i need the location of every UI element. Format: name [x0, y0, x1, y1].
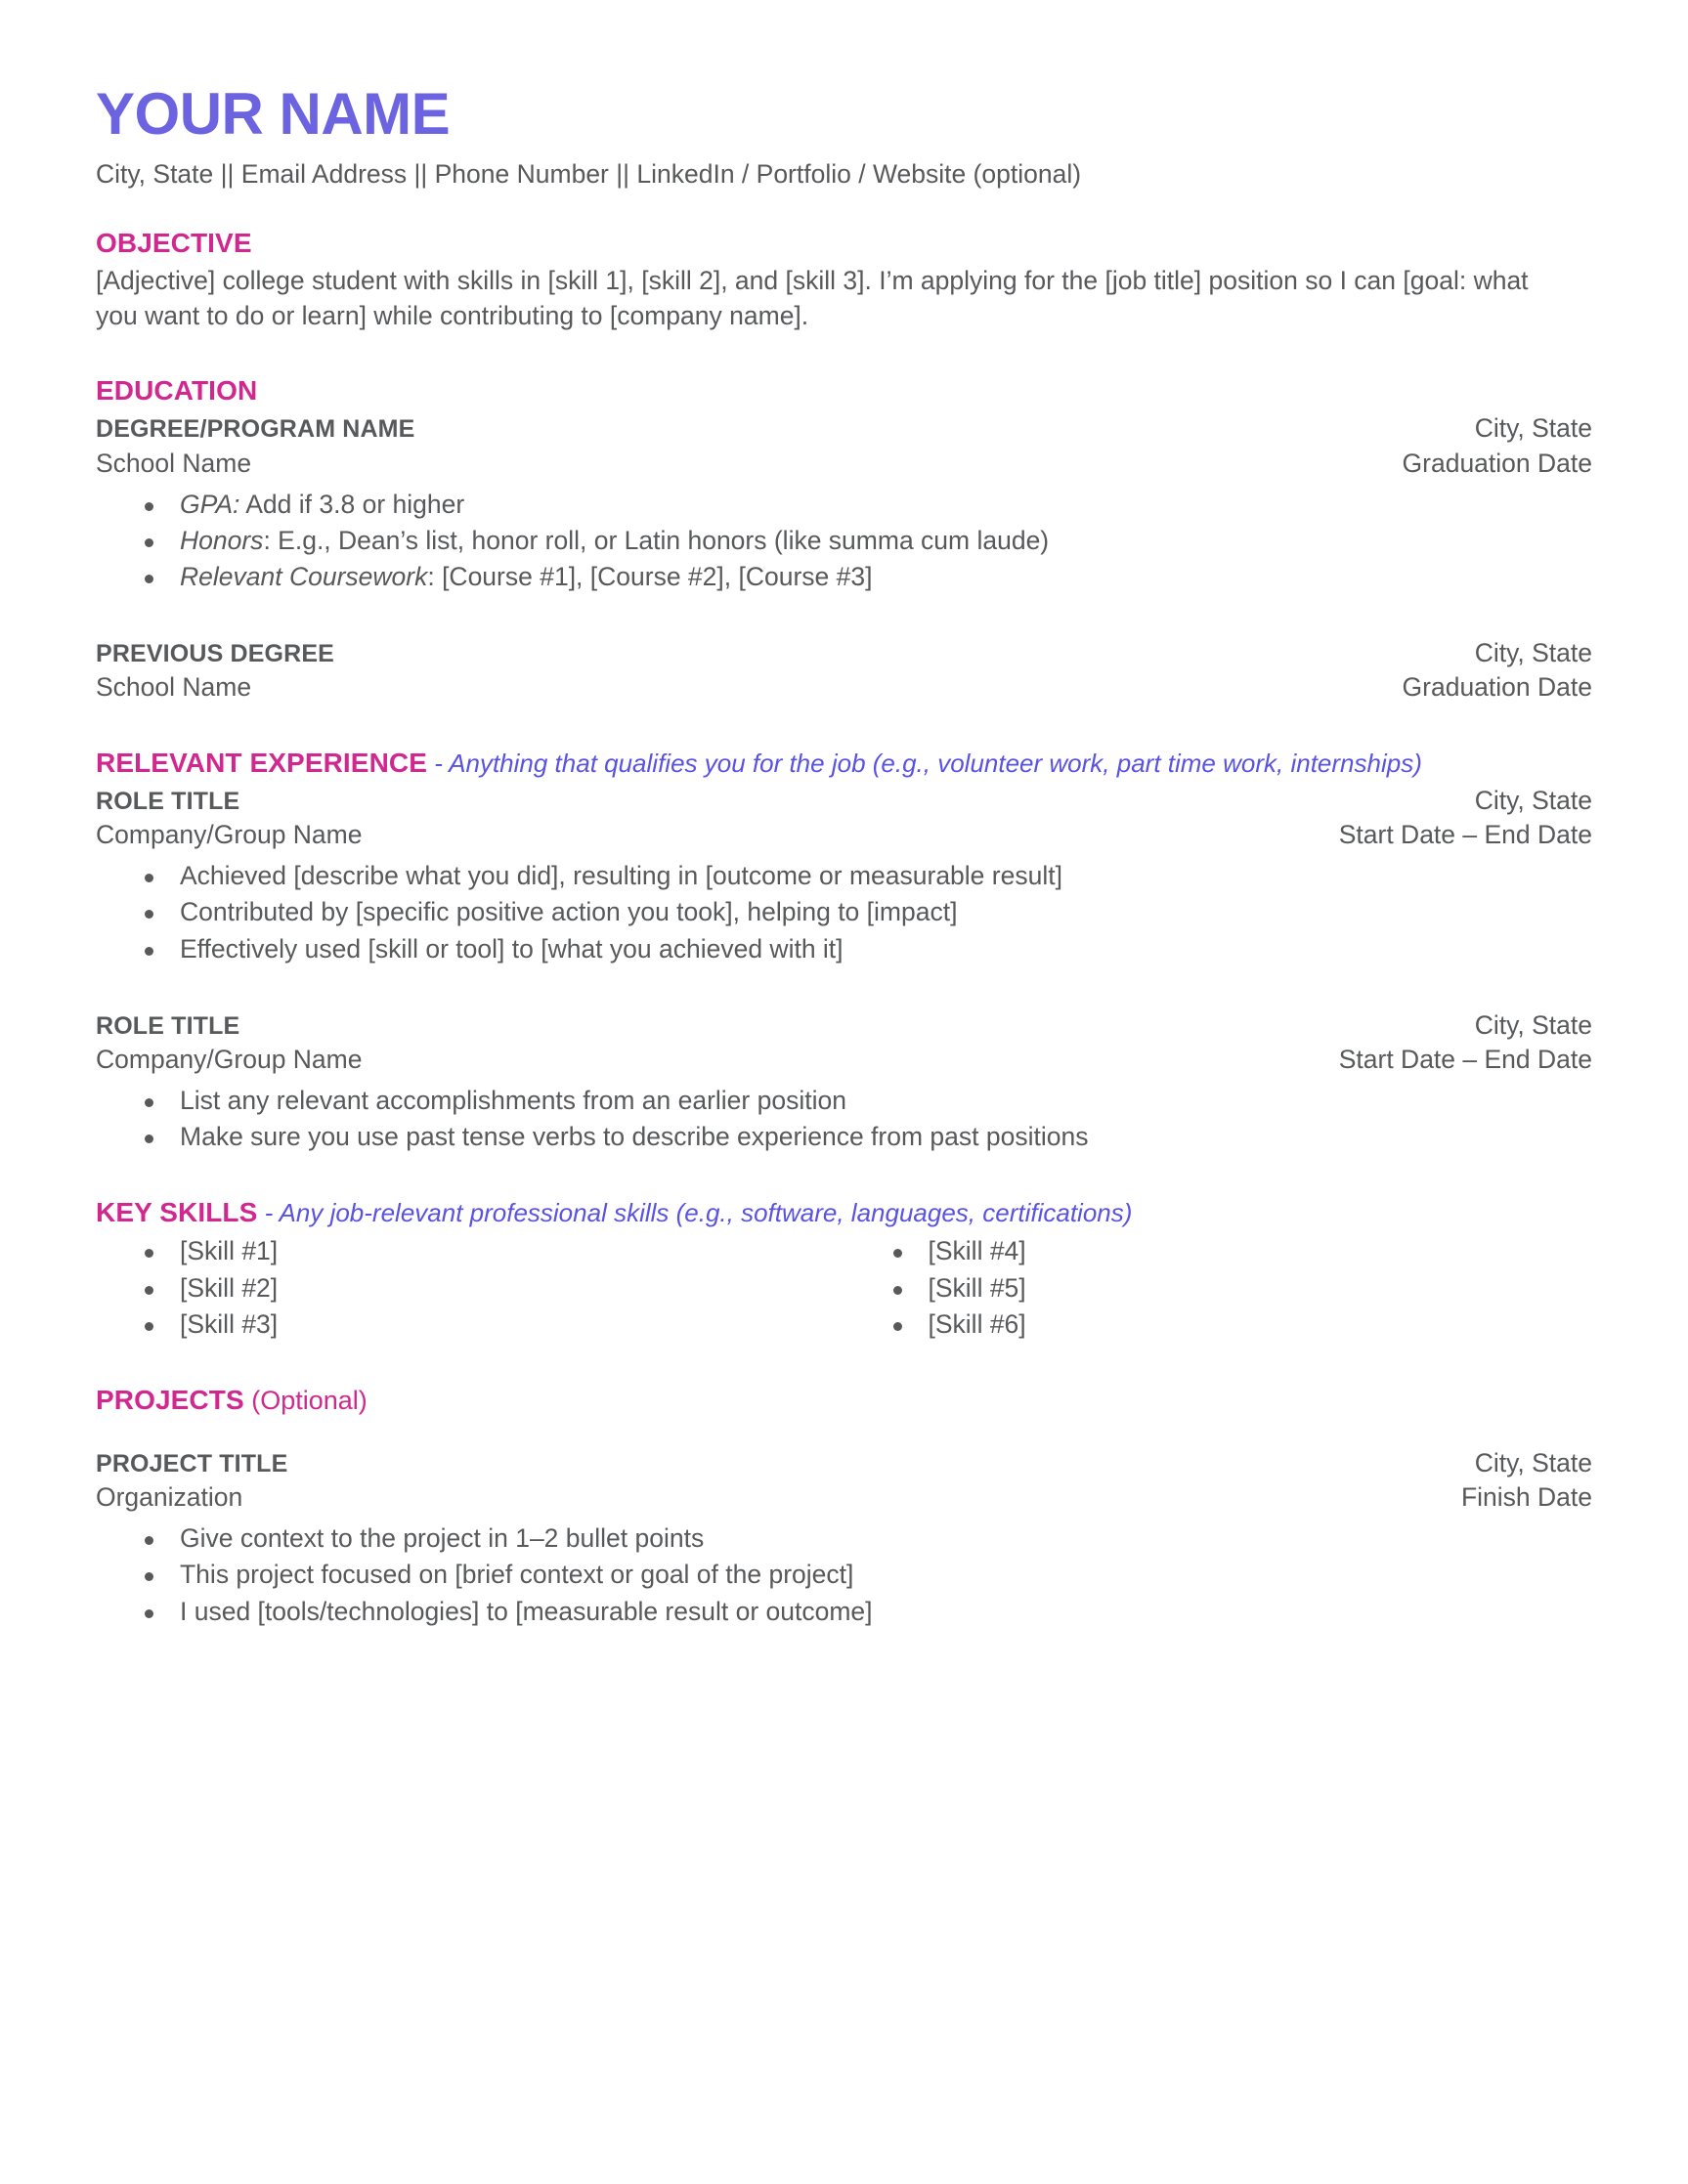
entry-subtitle: Company/Group Name	[96, 820, 363, 850]
bullet-text: Add if 3.8 or higher	[239, 489, 465, 519]
entry-subtitle-row	[96, 670, 1592, 705]
entry-title: PROJECT TITLE	[96, 1449, 288, 1477]
list-item: Make sure you use past tense verbs to describe experience from past positions	[139, 1119, 1592, 1155]
entry-title-row	[96, 1008, 1592, 1043]
list-item: [Skill #4]	[887, 1233, 1593, 1269]
bullet-label: Honors	[180, 526, 264, 556]
candidate-name: YOUR NAME	[96, 81, 451, 147]
entry-location: City, State	[1474, 638, 1592, 668]
experience-bullet-list	[96, 858, 1592, 966]
skills-list-left	[96, 1233, 844, 1342]
entry-location: City, State	[1474, 1447, 1592, 1477]
entry-date: Finish Date	[1460, 1482, 1592, 1513]
section-title: EDUCATION	[96, 375, 258, 407]
project-bullet-list	[96, 1520, 1592, 1629]
list-item: Achieved [describe what you did], resulting in [outcome or measurable result]	[139, 858, 1592, 894]
education-entry	[96, 411, 1592, 595]
bullet-text: : [Course #1], [Course #2], [Course #3]	[427, 562, 873, 592]
entry-subtitle: Organization	[96, 1482, 243, 1513]
entry-subtitle-row	[96, 1043, 1592, 1077]
list-item: Give context to the project in 1–2 bullet points	[139, 1520, 1592, 1557]
entry-subtitle-row	[96, 1480, 1592, 1515]
bullet-text: : E.g., Dean’s list, honor roll, or Latin honors (like summa cum laude)	[263, 526, 1050, 556]
project-entry	[96, 1446, 1592, 1630]
section-title: RELEVANT EXPERIENCE	[96, 747, 427, 778]
section-note: - Any job-relevant professional skills (e.g., software, languages, certifications)	[257, 1198, 1133, 1228]
entry-title-row	[96, 411, 1592, 446]
entry-subtitle-row	[96, 447, 1592, 481]
entry-date: Start Date – End Date	[1338, 1044, 1592, 1074]
section-title: OBJECTIVE	[96, 227, 252, 258]
entry-location: City, State	[1474, 1009, 1592, 1040]
section-heading-objective	[96, 227, 1592, 260]
section-heading-education	[96, 374, 1592, 407]
list-item: [Skill #6]	[887, 1306, 1593, 1343]
section-note: - Anything that qualifies you for the job (e.g., volunteer work, part time work, internships)	[427, 748, 1422, 778]
skills-list-right	[844, 1233, 1593, 1342]
experience-entry	[96, 784, 1592, 967]
list-item: [Skill #2]	[139, 1270, 844, 1306]
list-item: Effectively used [skill or tool] to [what you achieved with it]	[139, 931, 1592, 967]
list-item: Contributed by [specific positive action you took], helping to [impact]	[139, 894, 1592, 930]
list-item	[139, 487, 1592, 523]
entry-location: City, State	[1474, 785, 1592, 815]
objective-body: [Adjective] college student with skills in [skill 1], [skill 2], and [skill 3]. I’m applying for the [job title] position so I can [goal: what you want to do or learn] while contributing to [company name].	[96, 265, 1529, 330]
entry-title-row	[96, 784, 1592, 818]
education-entry	[96, 636, 1592, 705]
list-item: I used [tools/technologies] to [measurable result or outcome]	[139, 1594, 1592, 1630]
section-optional-note: (Optional)	[243, 1385, 368, 1415]
entry-subtitle: School Name	[96, 448, 252, 478]
section-title: KEY SKILLS	[96, 1197, 258, 1228]
entry-date: Start Date – End Date	[1338, 820, 1592, 850]
entry-title-row	[96, 636, 1592, 670]
section-title: PROJECTS	[96, 1384, 244, 1415]
contact-line: City, State || Email Address || Phone Number || LinkedIn / Portfolio / Website (optional)	[96, 159, 1082, 190]
skills-column-right	[844, 1233, 1593, 1342]
skills-columns	[96, 1233, 1592, 1342]
experience-bullet-list	[96, 1083, 1592, 1155]
experience-entry	[96, 1008, 1592, 1156]
section-heading-skills	[96, 1196, 1592, 1229]
entry-date: Graduation Date	[1402, 672, 1592, 703]
list-item: [Skill #3]	[139, 1306, 844, 1343]
list-item	[139, 559, 1592, 595]
section-heading-experience	[96, 747, 1592, 780]
list-item: [Skill #5]	[887, 1270, 1593, 1306]
entry-subtitle: Company/Group Name	[96, 1044, 363, 1074]
entry-date: Graduation Date	[1402, 448, 1592, 478]
skills-column-left	[96, 1233, 844, 1342]
entry-title-row	[96, 1446, 1592, 1480]
list-item: [Skill #1]	[139, 1233, 844, 1269]
entry-title: ROLE TITLE	[96, 787, 240, 815]
entry-subtitle: School Name	[96, 672, 252, 703]
bullet-label: GPA:	[180, 489, 240, 519]
list-item: This project focused on [brief context or goal of the project]	[139, 1557, 1592, 1593]
list-item: List any relevant accomplishments from an earlier position	[139, 1083, 1592, 1119]
list-item	[139, 523, 1592, 559]
entry-location: City, State	[1474, 413, 1592, 444]
entry-title: ROLE TITLE	[96, 1011, 240, 1040]
education-bullet-list	[96, 487, 1592, 595]
section-heading-projects	[96, 1384, 1592, 1417]
entry-title: DEGREE/PROGRAM NAME	[96, 415, 415, 444]
entry-subtitle-row	[96, 818, 1592, 852]
entry-title: PREVIOUS DEGREE	[96, 640, 334, 668]
bullet-label: Relevant Coursework	[180, 562, 428, 592]
